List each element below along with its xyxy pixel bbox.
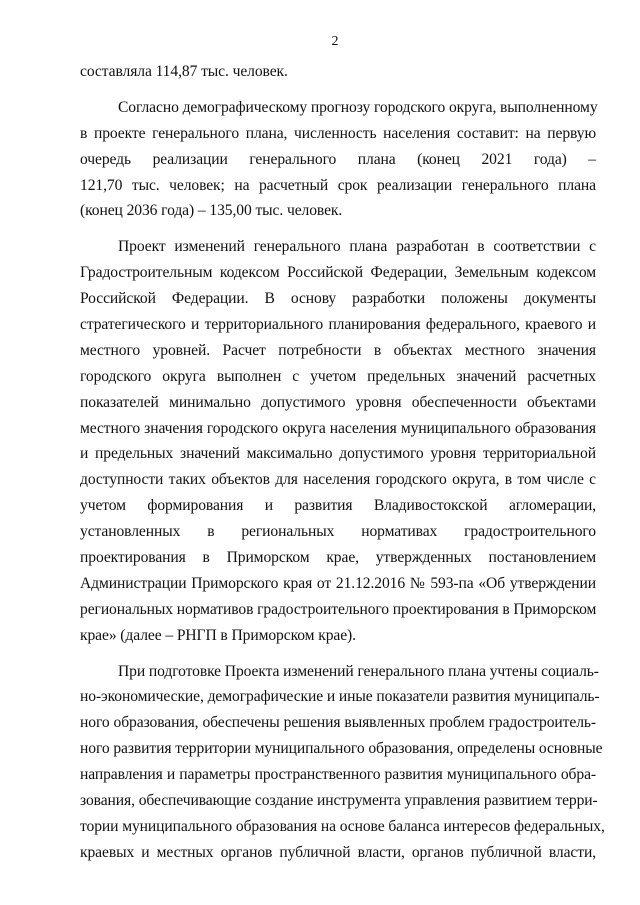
text-line: показателей минимально допустимого уровня обеспеченности объектами [80,393,596,411]
text-line: региональных нормативов градостроительного проектирования в Приморском [80,600,597,618]
text-line: местного значения городского округа населения муниципального образования [80,419,596,437]
text-line: Проект изменений генерального плана разработан в соответствии с [118,238,596,256]
text-line: зования, обеспечивающие создание инструмента управления развитием терри- [80,792,598,810]
text-line: При подготовке Проекта изменений генерального плана учтены социаль- [118,662,599,680]
paragraph [80,95,596,224]
paragraph [80,659,605,866]
text-line: проектирования в Приморском крае, утвержденных постановлением [80,549,596,567]
text-line: городского округа выполнен с учетом предельных значений расчетных [80,367,596,385]
text-line: Российской Федерации. В основу разработки положены документы [80,290,596,308]
text-line: тории муниципального образования на основе баланса интересов федеральных, [80,817,605,835]
document-body [80,59,605,866]
text-line: учетом формирования и развития Владивостокской агломерации, [80,497,596,515]
text-line: Администрации Приморского края от 21.12.2016 № 593-па «Об утверждении [80,574,596,592]
paragraph [80,234,596,648]
text-line: Градостроительным кодексом Российской Федерации, Земельным кодексом [80,264,596,282]
page-number: 2 [331,34,339,49]
text-line: доступности таких объектов для населения городского округа, в том числе с [80,471,596,489]
text-line: краевых и местных органов публичной власти, органов публичной власти, [80,843,596,861]
text-line: очередь реализации генерального плана (конец 2021 года) – [80,150,596,168]
text-line: составляла 114,87 тыс. человек. [80,63,288,80]
text-line: в проекте генерального плана, численность населения составит: на первую [80,124,596,142]
paragraph [80,59,596,85]
text-line: ного развития территории муниципального образования, определены основные [80,740,603,758]
text-line: Согласно демографическому прогнозу городского округа, выполненному [118,98,598,116]
text-line: местного уровней. Расчет потребности в объектах местного значения [80,341,596,359]
text-line: установленных в региональных нормативах градостроительного [80,523,596,541]
text-line: крае» (далее – РНГП в Приморском крае). [80,626,356,644]
text-line: (конец 2036 года) – 135,00 тыс. человек. [80,202,343,220]
text-line: стратегического и территориального планирования федерального, краевого и [80,316,596,334]
text-line: направления и параметры пространственного развития муниципального обра- [80,766,596,784]
text-line: и предельных значений максимально допустимого уровня территориальной [80,445,596,463]
text-line: ного образования, обеспечены решения выявленных проблем градостроитель- [80,714,596,732]
text-line: 121,70 тыс. человек; на расчетный срок реализации генерального плана [80,176,596,194]
text-line: но-экономические, демографические и иные показатели развития муниципаль- [80,688,600,706]
